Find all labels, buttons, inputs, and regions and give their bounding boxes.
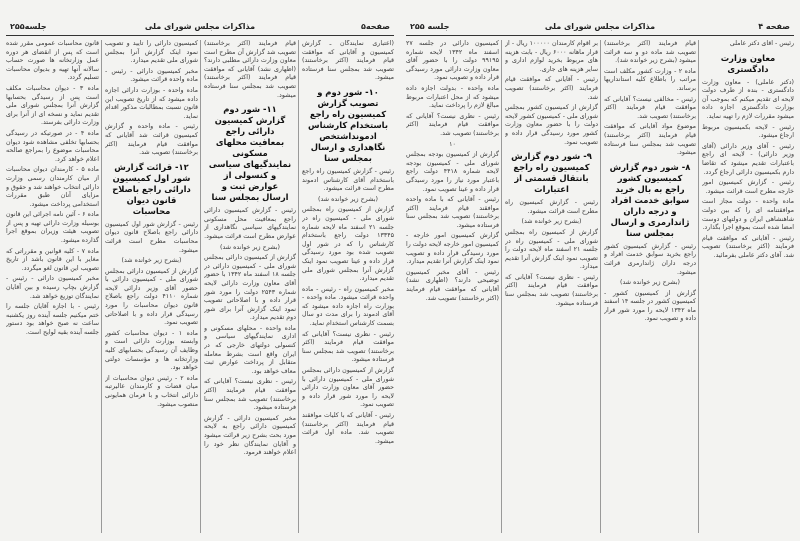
paragraph: قیام فرمایند (اکثر برخاستند) تصویب شد ماده دو و سه قرائت میشود (بشرح زیر خوانده شد). <box>604 40 696 65</box>
column-divider <box>101 40 102 533</box>
section-heading: ۸- شور دوم گزارش کمیسیون کشور راجع به بال خرید سوابق خدمت افراد و درجه داران ژاندارمری و ارسال بمجلس سنا <box>609 161 691 238</box>
paragraph: رئیس - گزارش کمیسیون راه مطرح است قرائت میشود. <box>505 199 598 215</box>
paragraph: گزارش از کمیسیون راه بمجلس شورای ملی - کمیسیون راه در جلسه ۲۱ اسفند ماه لایحه شماره ۱۳۳۴۵ دولت راجع باستخدام کارشناس را که در شور اول تصویب شده بود مورد رسیدگی قرار داده و عینا تصویب نمود اینک گزارش آنرا بمجلس شورای ملی تقدیم میدارد. <box>302 206 394 283</box>
paragraph: ماده ۳ - دیوان محاسبات مکلف است پس از رسیدگی بحسابها گزارش آنرا بمجلس شورای ملی تقدیم نماید و نسخه ای از آنرا برای وزارت دارائی بفرستد. <box>6 84 99 127</box>
paragraph: (بشرح زیر خوانده شد) <box>121 257 182 265</box>
paragraph: گزارش کمیسیون امور خارجه - کمیسیون امور خارجه لایحه دولت را مورد رسیدگی قرار داده و تصویب نمود اینک گزارش آنرا تقدیم میدارد. <box>406 232 499 266</box>
paragraph: قانون محاسبات عمومی مقرر شده است که پس از انقضای هر دوره عمل وزارتخانه ها صورت حساب سالانه آنها تهیه و بدیوان محاسبات تسلیم گردد. <box>6 40 99 82</box>
paragraph: گزارش از کمیسیون بودجه بمجلس شورای ملی - کمیسیون بودجه لایحه شماره ۴۴۱۸ دولت راجع باعتبار مورد نیاز را مورد رسیدگی قرار داده و عینا تصویب نمود. <box>406 151 499 193</box>
paragraph: رئیس - لایحه بکمیسیون مربوط ارجاع میشود. <box>702 123 794 140</box>
page-header <box>6 22 394 34</box>
text-column <box>204 40 296 535</box>
paragraph: کمیسیون دارائی را تأیید و تصویب نمود اینک گزارش آنرا بمجلس شورای ملی تقدیم میدارد. <box>105 40 198 65</box>
paragraph: رئیس - نظری نیست؟ آقایانی که موافقت قیام فرمایند (اکثر برخاستند) تصویب شد بمجلس سنا فرستاده میشود. <box>302 330 394 364</box>
section-heading: معاون وزارت دادگستری <box>720 52 776 74</box>
paragraph: (دکتر عاملی) - معاون وزارت دادگستری - بنده از طرف دولت لایحه ای تقدیم میکنم که بموجب آن بوزارت دادگستری اجازه داده میشود مقررات لازم را تهیه نماید. <box>702 78 794 120</box>
text-column <box>604 40 696 535</box>
paragraph: رئیس - آقایانی که با کلیات موافقند قیام فرمایند (اکثر برخاستند) تصویب شد. ماده اول قرائت میشود. <box>302 412 394 445</box>
column-divider <box>698 40 699 533</box>
paragraph: ماده واحده - بدولت اجازه داده میشود که از محل اعتبارات مربوط مبالغ لازم را پرداخت نماید. <box>406 84 499 110</box>
paragraph: رئیس - مخالفی نیست؟ آقایانی که موافقت قیام فرمایند (اکثر برخاستند) تصویب شد. <box>604 95 696 120</box>
paragraph: ماده واحده - محلهای مسکونی و اداری نمایندگیهای سیاسی و کنسولی دولتهای خارجی که در ایران واقع است بشرط معامله متقابل از پرداخت عوارض ثبت معاف خواهد بود. <box>204 324 296 375</box>
text-column <box>6 40 99 535</box>
paragraph: رئیس - نظری نیست؟ آقایانی که موافقت قیام فرمایند (اکثر برخاستند) تصویب شد بمجلس سنا فرستاده میشود. <box>505 273 598 307</box>
paragraph: رئیس - گزارش شور اول کمیسیون دارائی راجع باصلاح قانون دیوان محاسبات مطرح است قرائت میشود. <box>105 220 198 254</box>
paragraph: رئیس - با اجازه آقایان جلسه را ختم میکنیم جلسه آینده روز یکشنبه ساعت نه صبح خواهد بود دستور جلسه آینده بقیه لوایح است. <box>6 303 99 336</box>
text-column <box>302 40 394 535</box>
paragraph: گزارش از کمیسیون دارائی بمجلس شورای ملی - کمیسیون دارائی با حضور آقای معاون وزارت دارائی لایحه را مورد شور قرار داده و تصویب نمود. <box>302 367 394 409</box>
paragraph: رئیس - آقایانی که موافقت قیام فرمایند (اکثر برخاستند) تصویب شد. آقای دکتر عاملی بفرمائید. <box>702 234 794 259</box>
text-column <box>105 40 198 535</box>
paragraph: (بشرح زیر خوانده شد) <box>521 218 582 226</box>
paragraph: گزارش از کمیسیون دارائی بمجلس شورای ملی - کمیسیون دارائی در جلسه ۱۸ اسفند ماه ۱۳۴۲ با حضور آقای معاون وزارت دارائی لایحه شماره ۲۵۴۳ دولت را مورد شور قرار داده و با اصلاحاتی تصویب نمود اینک گزارش آنرا برای شور دوم تقدیم میدارد. <box>204 254 296 322</box>
paragraph: رئیس - آقای وزیر دارائی (آقای وزیر دارائی) - لایحه ای راجع باعتبارات تقدیم میشود که تقاضا دارم بکمیسیون دارائی ارجاع گردد. <box>702 142 794 176</box>
section-heading: ۹- شور دوم گزارش کمیسیون راه راجع بانتقال قسمتی از اعتبارات <box>511 151 592 195</box>
paragraph: رئیس - آقای دکتر عاملی <box>729 40 794 47</box>
paragraph: ماده ۱ - دیوان محاسبات کشور وابسته بوزارت دارائی است و وظایف آن رسیدگی بحسابهای کلیه وزارتخانه ها و مؤسسات دولتی خواهد بود. <box>105 329 198 372</box>
paragraph: گزارش از کمیسیون دارائی بمجلس شورای ملی - کمیسیون دارائی با حضور آقای وزیر دارائی لایحه شماره ۴۱۱۰ دولت راجع باصلاح قانون دیوان محاسبات را مورد رسیدگی قرار داده و با اصلاحاتی تصویب نمود. <box>105 267 198 327</box>
paragraph: کمیسیون دارائی در جلسه ۲۷ اسفند ماه ۱۳۴۲ لایحه شماره ۹۹۱۹۵ دولت را با حضور آقای معاون وزارت دارائی مورد رسیدگی قرار داده و تصویب نمود. <box>406 40 499 82</box>
column-divider <box>501 40 502 533</box>
paragraph: رئیس - گزارش کمیسیون امور خارجه مطرح است قرائت میشود. <box>702 179 794 195</box>
paragraph: ماده واحده - دولت مجاز است موافقتنامه ای را که بین دولت شاهنشاهی ایران و دولتهای دوست امضا شده است بموقع اجرا بگذارد. <box>702 198 794 232</box>
paragraph: ۱۰ <box>449 140 456 148</box>
paragraph: ماده ۵ - کارمندان دیوان محاسبات از میان کارمندان رسمی وزارت دارائی انتخاب خواهند شد و حقوق و مزایای آنان طبق مقررات استخدامی پرداخت میشود. <box>6 166 99 208</box>
paragraph: مخبر کمیسیون دارائی - رئیس - ماده واحده قرائت میشود. <box>105 67 198 84</box>
page-title: مذاکرات مجلس شورای ملی <box>544 22 656 31</box>
paragraph: رئیس - آقایانی که موافقت قیام فرمایند (اکثر برخاستند) تصویب شد. <box>505 76 598 101</box>
paragraph: موضوع مواد آقایانی که موافقت قیام فرمایند (اکثر برخاستند) تصویب شد بمجلس سنا فرستاده میشود. <box>604 123 696 157</box>
paragraph: (بشرح زیر خوانده شد) <box>318 195 378 203</box>
paragraph: رئیس - گزارش کمیسیون دارائی راجع بمعافیت محل مسکونی نمایندگیهای سیاسی نگاهداری از عوارض مطرح است قرائت میشود. <box>204 207 296 240</box>
paragraph: گزارش از کمیسیون راه بمجلس شورای ملی - کمیسیون راه در جلسه ۲۱ اسفند ماه لایحه دولت را تصویب نمود اینک گزارش آنرا تقدیم میدارد. <box>505 228 598 271</box>
section-heading: ۱۲- قرائت گزارش شور اول کمیسیون دارائی راجع باصلاح قانون دیوان محاسبات <box>112 161 191 216</box>
paragraph: ماده ۶ - آئین نامه اجرائی این قانون بوسیله وزارت دارائی تهیه و پس از تصویب هیئت وزیران بموقع اجرا گذارده میشود. <box>6 211 99 245</box>
paragraph: بر اقوام کارمندان ۱۰۰۰۰۰ ریال - از قرار ماهانه ۶۰۰۰ ریال - بابت هزینه های مربوط بخرید لوازم اداری و سایر هزینه های جاری. <box>505 40 598 73</box>
header-rule <box>406 35 794 36</box>
session-number: جلسه۲۵۵ <box>10 22 47 31</box>
paragraph: (اعتباری نمایندگان ـ گزارش کمیسیون و آقایانی که موافقت قیام فرمایند (اکثر برخاستند) تصویب شد بمجلس سنا فرستاده میشود. <box>302 40 394 82</box>
paragraph: (بشرح زیر خوانده شد) <box>620 279 680 287</box>
paragraph: ماده ۷ - کلیه قوانین و مقرراتی که مغایر با این قانون باشد از تاریخ تصویب این قانون لغو میگردد. <box>6 247 99 272</box>
page-number: صفحه۵ <box>361 22 390 31</box>
right-page <box>400 0 800 541</box>
text-column <box>702 40 794 535</box>
paragraph: رئیس - گزارش کمیسیون راه راجع باستخدام آقای کارشناس ادموند مطرح است قرائت میشود. <box>302 167 394 193</box>
paragraph: مخبر کمیسیون دارائی - گزارش کمیسیون دارائی راجع به لایحه مورد بحث بشرح زیر قرائت میشود و آقایان نمایندگان نظر خود را اعلام خواهند فرمود. <box>204 414 296 457</box>
paragraph: قیام فرمایند (اکثر برخاستند) تصویب شد گزارش آن مطرح است معاون وزارت دارائی مطلبی دارند؟ (اظهاری نشد) آقایانی که موافقت قیام فرمایند (اکثر برخاستند) تصویب شد بمجلس سنا فرستاده میشود. <box>204 40 296 99</box>
paragraph: رئیس - نظری نیست؟ آقایانی که موافقت قیام فرمایند (اکثر برخاستند) تصویب شد. <box>406 112 499 137</box>
paragraph: مخبر کمیسیون راه - رئیس - ماده واحده قرائت میشود. ماده واحده - بوزارت راه اجازه داده میشود که آقای ادموند را برای مدت دو سال بسمت کارشناس استخدام نماید. <box>302 285 394 328</box>
paragraph: ماده واحده - بوزارت دارائی اجازه داده میشود که از تاریخ تصویب این قانون نسبت بمطالبات مذکور اقدام نماید. <box>105 86 198 120</box>
text-column <box>406 40 499 535</box>
paragraph: رئیس - آقای مخبر کمیسیون توضیحی دارند؟ (اظهاری نشد) آقایانی که موافقت قیام فرمایند (اکثر برخاستند) تصویب شد. <box>406 268 499 302</box>
paragraph: رئیس - گزارش کمیسیون کشور راجع بخرید سوابق خدمت افراد و درجه داران ژاندارمری قرائت میشود. <box>604 242 696 276</box>
paragraph: ماده ۲ - وزارت کشور مکلف است مراتب را باطلاع کلیه استانداریها برساند. <box>604 67 696 92</box>
paragraph: گزارش از کمیسیون کشور - کمیسیون کشور در جلسه ۱۴ اسفند ماه ۱۳۴۲ لایحه را مورد شور قرار داده و تصویب نمود. <box>604 289 696 323</box>
page-header <box>406 22 794 34</box>
paragraph: رئیس - ماده واحده و گزارش کمیسیون قرائت شد آقایانی که موافقت قیام فرمایند (اکثر برخاستند) تصویب شد. <box>105 123 198 157</box>
paragraph: (بشرح زیر خوانده شد) <box>220 243 280 251</box>
column-divider <box>298 40 299 533</box>
section-heading: ۱۱- شور دوم گزارش کمیسیون دارائی راجع بمعافیت محلهای مسکونی نمایندگیهای سیاسی و کنسولی از عوارض ثبت و ارسال بمجلس سنا <box>208 104 292 203</box>
header-rule <box>6 35 394 36</box>
text-column <box>505 40 598 535</box>
paragraph: مخبر کمیسیون دارائی - رئیس - گزارش بچاپ رسیده و بین آقایان نمایندگان توزیع خواهد شد. <box>6 275 99 300</box>
paragraph: ماده ۲ - رئیس دیوان محاسبات از میان قضات و کارمندان عالیرتبه دارائی انتخاب و با فرمان همایونی منصوب میشود. <box>105 374 198 408</box>
column-divider <box>200 40 201 533</box>
paragraph: رئیس - آقایانی که با ماده واحده موافقند قیام فرمایند (اکثر برخاستند) تصویب شد بمجلس سنا فرستاده میشود. <box>406 196 499 229</box>
session-number: جلسه ۲۵۵ <box>410 22 450 31</box>
page-title: مذاکرات مجلس شورای ملی <box>144 22 256 31</box>
section-heading: ۱۰- شور دوم و تصویب گزارش کمیسیون راه راجع باستخدام کارشناس ادمونداشتخص نگاهداری و ارسال بمجلس سنا <box>308 86 388 163</box>
page-number: صفحه ۴ <box>758 22 790 31</box>
paragraph: رئیس - نظری نیست؟ آقایانی که موافقت قیام فرمایند (اکثر برخاستند) تصویب شد بمجلس سنا فرستاده میشود. <box>204 378 296 412</box>
paragraph: گزارش از کمیسیون کشور بمجلس شورای ملی - کمیسیون کشور لایحه دولت را با حضور معاون وزارت کشور مورد رسیدگی قرار داده و تصویب نمود. <box>505 104 598 146</box>
column-divider <box>600 40 601 533</box>
paragraph: ماده ۴ - در صورتیکه در رسیدگی بحسابها تخلفی مشاهده شود دیوان محاسبات موضوع را بمراجع صالحه اعلام خواهد کرد. <box>6 129 99 163</box>
